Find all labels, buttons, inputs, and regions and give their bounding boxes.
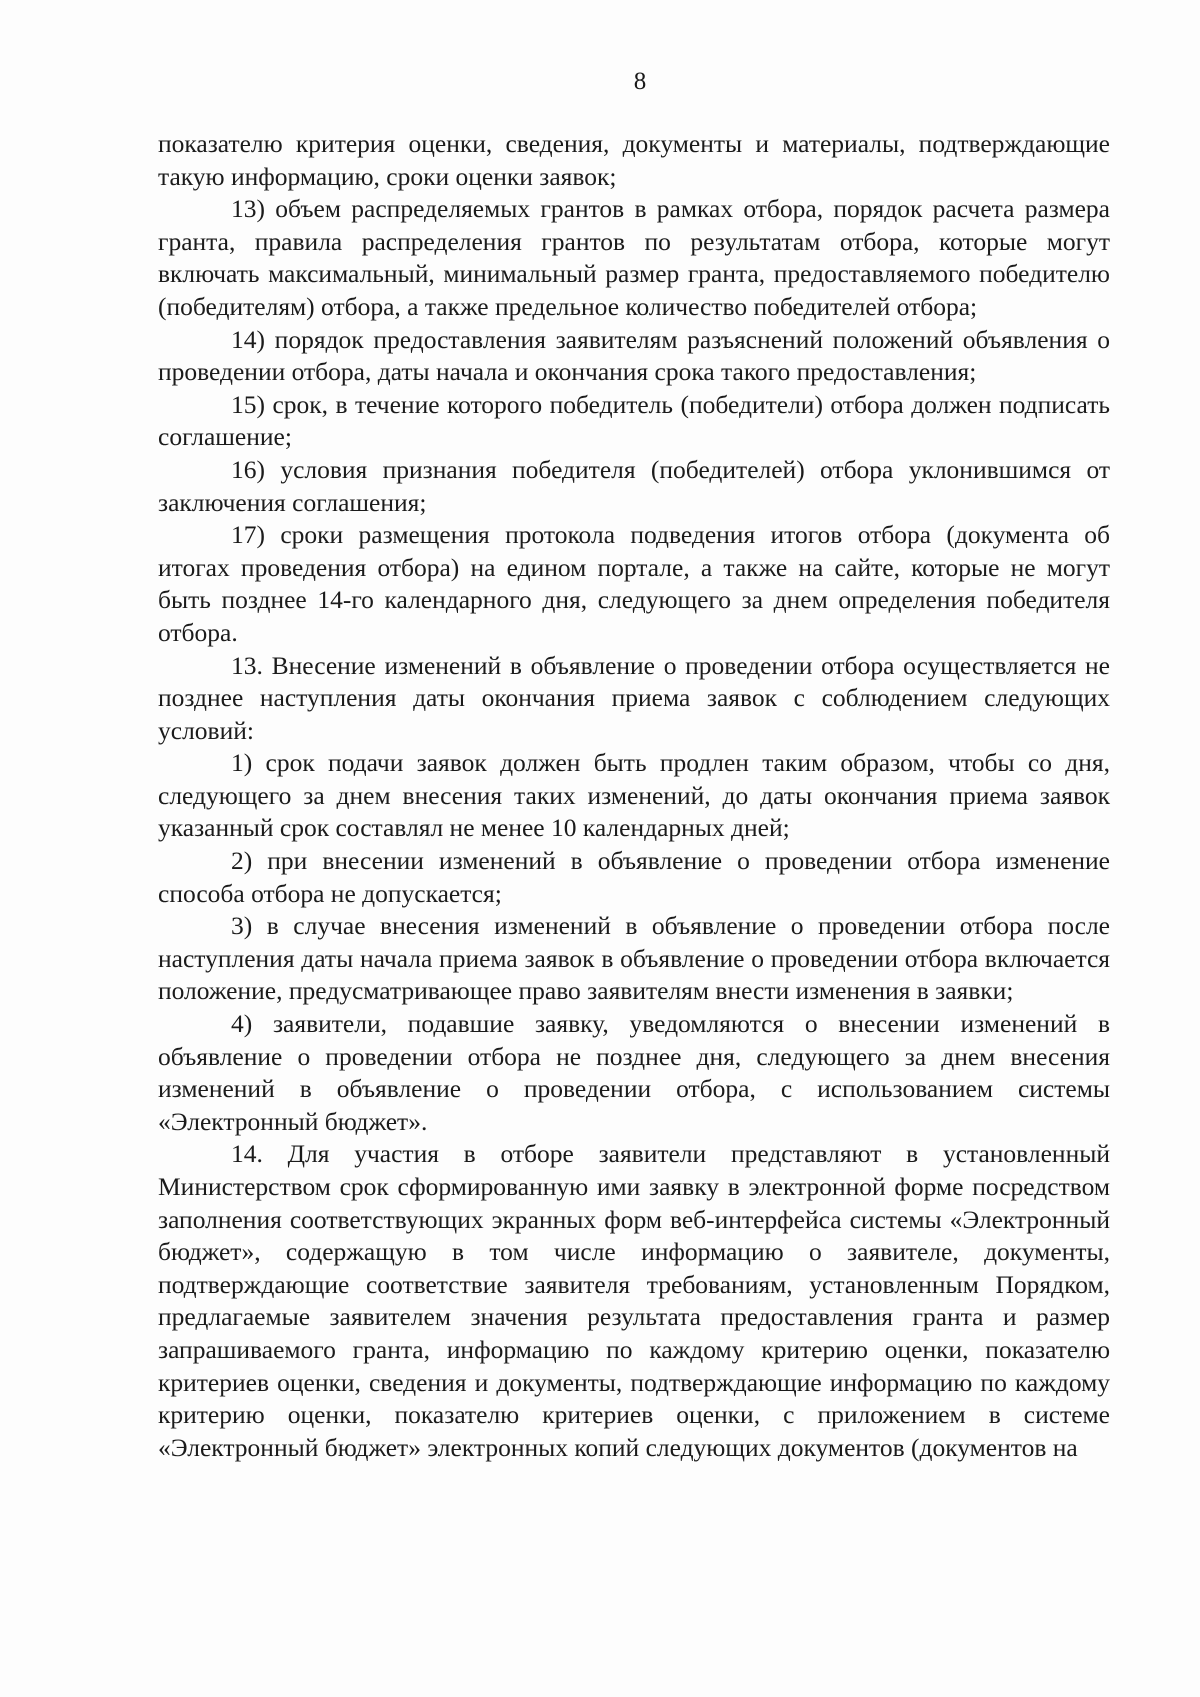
paragraph-item-15: 15) срок, в течение которого победитель (победители) отбора должен подписать соглашение;	[158, 389, 1110, 452]
paragraph-item-14: 14) порядок предоставления заявителям разъяснений положений объявления о проведении отбора, даты начала и окончания срока такого предоставления;	[158, 324, 1110, 387]
paragraph-item-13: 13) объем распределяемых грантов в рамках отбора, порядок расчета размера гранта, правила распределения грантов по результатам отбора, которые могут включать максимальный, минимальный размер гранта, предоставляемого победителю (победителям) отбора, а также предельное количество победителей отбора;	[158, 194, 1110, 321]
paragraph-section-13: 13. Внесение изменений в объявление о проведении отбора осуществляется не позднее наступления даты окончания приема заявок с соблюдением следующих условий:	[158, 650, 1110, 745]
paragraph-condition-4: 4) заявители, подавшие заявку, уведомляются о внесении изменений в объявление о проведении отбора не позднее дня, следующего за днем внесения изменений в объявление о проведении отбора, с использованием системы «Электронный бюджет».	[158, 1009, 1110, 1136]
paragraph-item-17: 17) сроки размещения протокола подведения итогов отбора (документа об итогах проведения отбора) на едином портале, а также на сайте, которые не могут быть позднее 14-го календарного дня, следующего за днем определения победителя отбора.	[158, 520, 1110, 647]
page-number: 8	[633, 68, 647, 95]
paragraph-continuation: показателю критерия оценки, сведения, документы и материалы, подтверждающие такую информацию, сроки оценки заявок;	[158, 129, 1110, 191]
document-body	[158, 128, 1110, 1464]
paragraph-condition-1: 1) срок подачи заявок должен быть продлен таким образом, чтобы со дня, следующего за днем внесения таких изменений, до даты окончания приема заявок указанный срок составлял не менее 10 календарных дней;	[158, 748, 1110, 843]
paragraph-condition-3: 3) в случае внесения изменений в объявление о проведении отбора после наступления даты начала приема заявок в объявление о проведении отбора включается положение, предусматривающее право заявителям внести изменения в заявки;	[158, 911, 1110, 1006]
paragraph-item-16: 16) условия признания победителя (победителей) отбора уклонившимся от заключения соглашения;	[158, 454, 1110, 517]
paragraph-condition-2: 2) при внесении изменений в объявление о проведении отбора изменение способа отбора не допускается;	[158, 846, 1110, 908]
paragraph-section-14: 14. Для участия в отборе заявители представляют в установленный Министерством срок сформированную ими заявку в электронной форме посредством заполнения соответствующих экранных форм веб-интерфейса системы «Электронный бюджет», содержащую в том числе информацию о заявителе, документы, подтверждающие соответствие заявителя требованиям, установленным Порядком, предлагаемые заявителем значения результата предоставления гранта и размер запрашиваемого гранта, информацию по каждому критерию оценки, показателю критериев оценки, сведения и документы, подтверждающие информацию по каждому критерию оценки, показателю критериев оценки, с приложением в системе «Электронный бюджет» электронных копий следующих документов (документов на	[158, 1139, 1110, 1462]
